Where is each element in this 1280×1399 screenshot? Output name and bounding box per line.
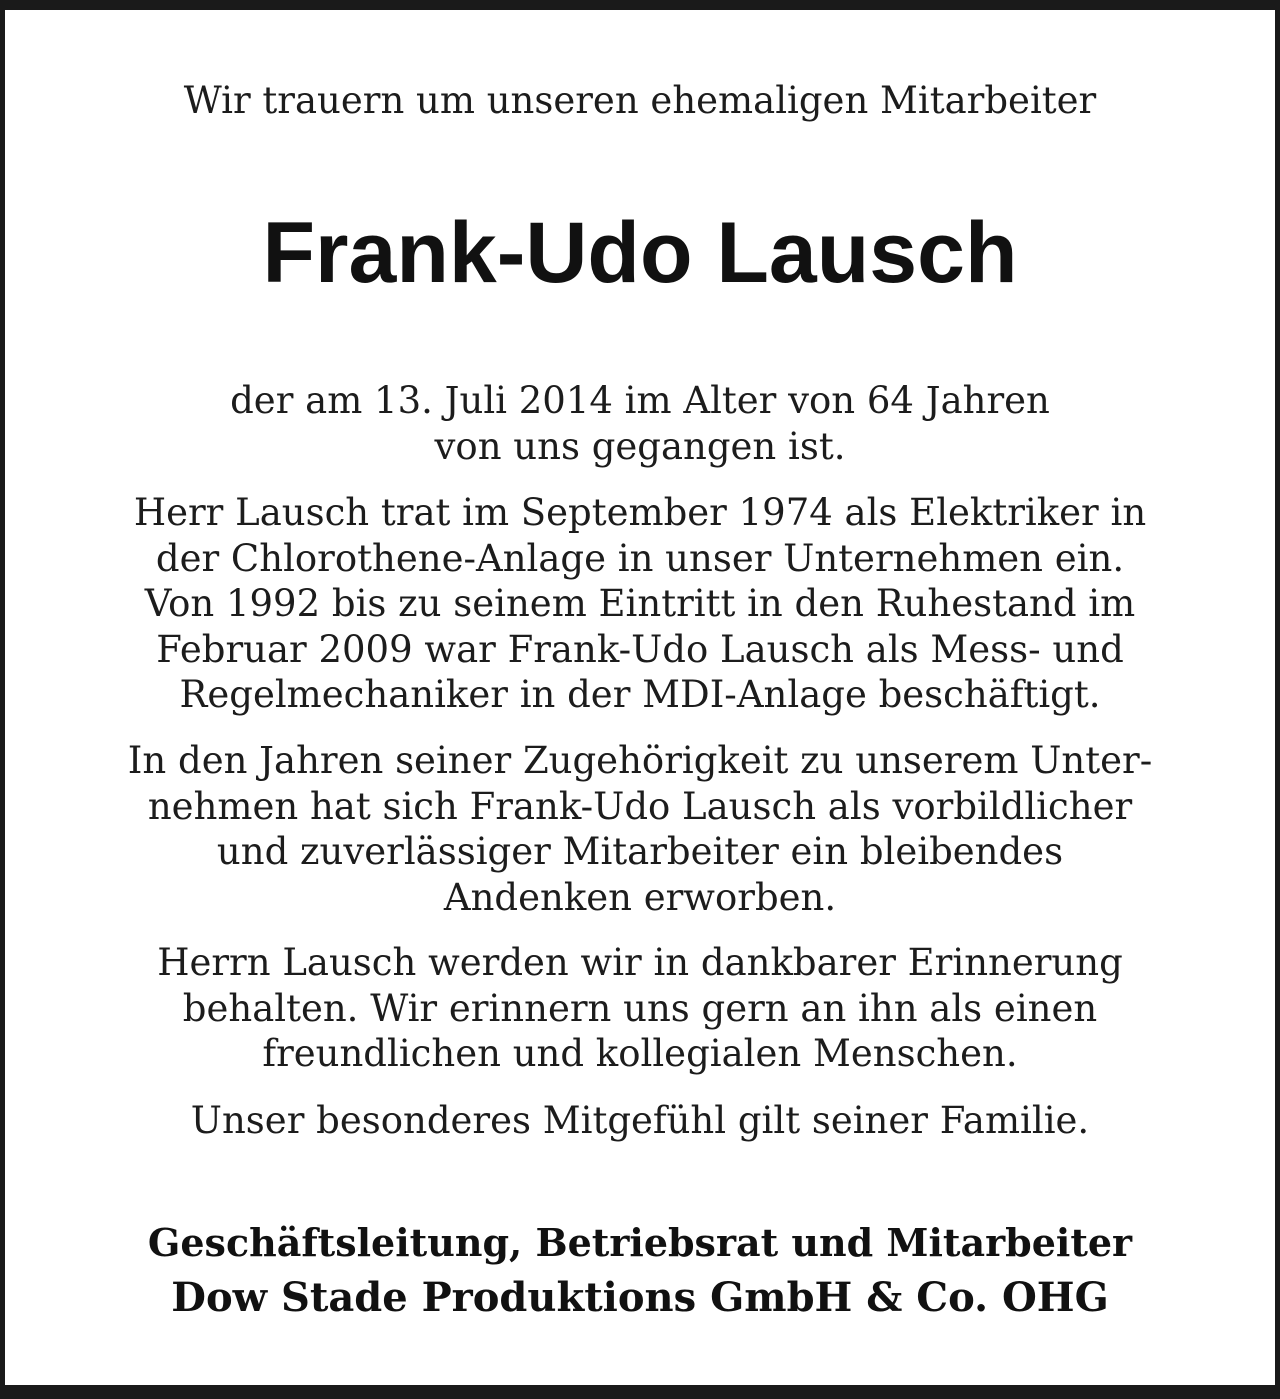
tribute-line: und zuverlässiger Mitarbeiter ein bleibendes xyxy=(216,830,1064,873)
death-line: der am 13. Juli 2014 im Alter von 64 Jahren xyxy=(230,379,1050,422)
tribute-line: nehmen hat sich Frank-Udo Lausch als vorbildlicher xyxy=(147,784,1133,828)
memory-line: Herrn Lausch werden wir in dankbarer Erinnerung xyxy=(157,941,1123,984)
career-line: Regelmechaniker in der MDI-Anlage beschäftigt. xyxy=(179,673,1101,716)
deceased-name: Frank-Udo Lausch xyxy=(262,205,1018,301)
memory-line: freundlichen und kollegialen Menschen. xyxy=(262,1032,1018,1075)
tribute-paragraph xyxy=(5,738,1275,920)
career-paragraph xyxy=(5,490,1275,718)
signature-departments: Geschäftsleitung, Betriebsrat und Mitarbeiter xyxy=(147,1220,1133,1265)
career-line: der Chlorothene-Anlage in unser Unternehmen ein. xyxy=(155,536,1125,580)
death-line: von uns gegangen ist. xyxy=(434,424,846,468)
tribute-line: In den Jahren seiner Zugehörigkeit zu unserem Unter- xyxy=(127,739,1153,782)
sympathy-text: Unser besonderes Mitgefühl gilt seiner Familie. xyxy=(190,1099,1090,1142)
memory-line: behalten. Wir erinnern uns gern an ihn als einen xyxy=(182,986,1098,1030)
death-paragraph xyxy=(5,378,1275,469)
intro-text: Wir trauern um unseren ehemaligen Mitarbeiter xyxy=(183,79,1097,122)
signature-company: Dow Stade Produktions GmbH & Co. OHG xyxy=(171,1274,1109,1321)
tribute-line: Andenken erworben. xyxy=(443,875,837,919)
career-line: Februar 2009 war Frank-Udo Lausch als Mess- und xyxy=(156,627,1124,671)
career-line: Herr Lausch trat im September 1974 als Elektriker in xyxy=(133,491,1147,534)
career-line: Von 1992 bis zu seinem Eintritt in den Ruhestand im xyxy=(144,582,1136,625)
memory-paragraph xyxy=(5,940,1275,1077)
